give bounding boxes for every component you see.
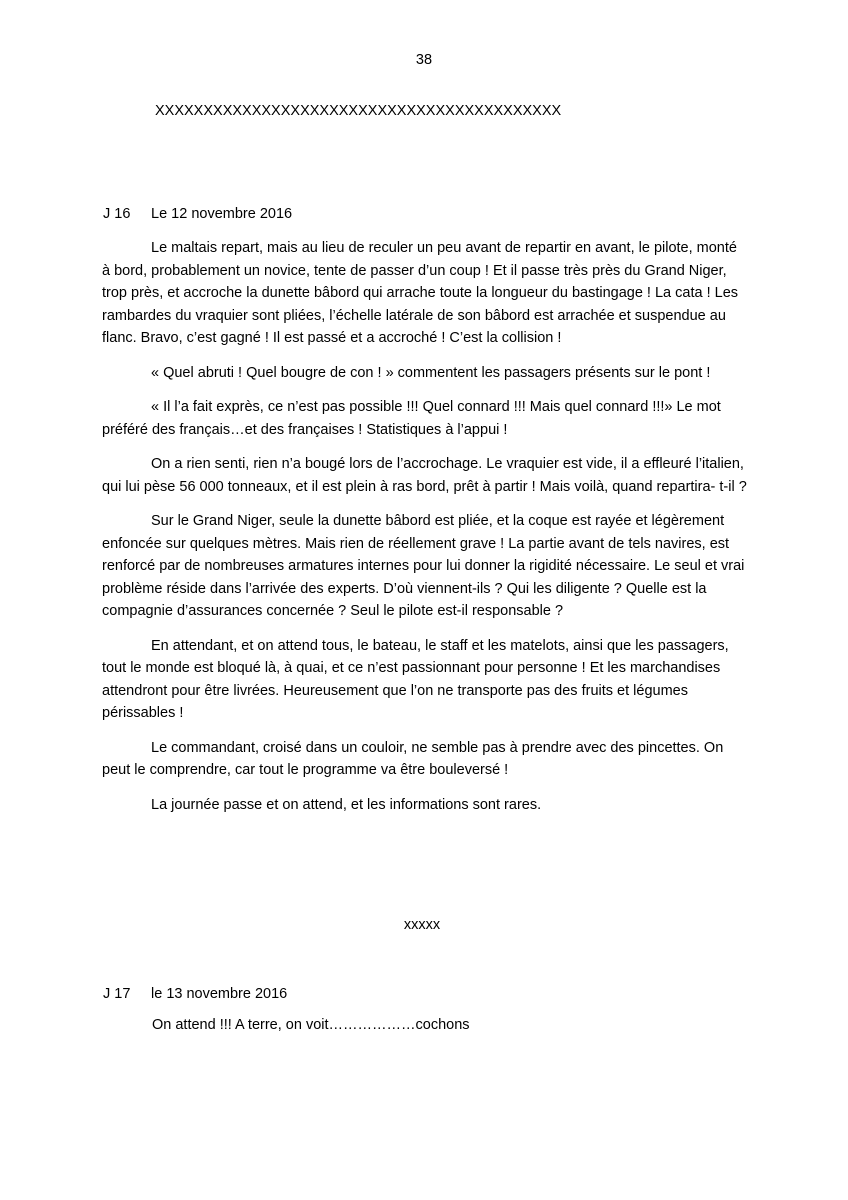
paragraph: Le commandant, croisé dans un couloir, ne semble pas à prendre avec des pincettes. On peut le comprendre, car tout le programme va être bouleversé !	[102, 739, 724, 778]
paragraph: Le maltais repart, mais au lieu de reculer un peu avant de repartir en avant, le pilote, monté à bord, probablement un novice, tente de passer d’un coup ! Et il passe très près du Grand Niger, trop près, et accroche la dunette bâbord qui arrache toute la longueur du bastingage ! La cata ! Les rambardes du vraquier sont pliées, l’échelle latérale de son bâbord est arrachée et suspendue au flanc. Bravo, c’est gagné ! Il est passé et a accroché ! C’est la collision !	[102, 240, 739, 346]
entry-line-j17: On attend !!! A terre, on voit………………cochons	[152, 1017, 470, 1033]
entry-day: J 16	[103, 206, 131, 222]
section-divider-top: XXXXXXXXXXXXXXXXXXXXXXXXXXXXXXXXXXXXXXXXXX	[155, 103, 562, 119]
paragraph: La journée passe et on attend, et les informations sont rares.	[151, 796, 542, 813]
divider-text: xxxxx	[403, 917, 441, 933]
paragraph: « Il l’a fait exprès, ce n’est pas possible !!! Quel connard !!! Mais quel connard !!!» Le mot préféré des français…et des françaises ! Statistiques à l’appui !	[102, 399, 721, 438]
paragraph: On a rien senti, rien n’a bougé lors de l’accrochage. Le vraquier est vide, il a effleuré l’italien, qui lui pèse 56 000 tonneaux, et il est plein à ras bord, prêt à partir ! Mais voilà, quand repartira- t-il ?	[102, 456, 747, 495]
paragraph: Sur le Grand Niger, seule la dunette bâbord est pliée, et la coque est rayée et légèrement enfoncée sur quelques mètres. Mais rien de réellement grave ! La partie avant de tels navires, est renforcé par de nombreuses armatures internes pour lui donner la rigidité nécessaire. Le seul et vrai problème réside dans l’arrivée des experts. D’où viennent-ils ? Qui les diligente ? Quelle est la compagnie d’assurances concernée ? Seul le pilote est-il responsable ?	[102, 513, 745, 619]
page-number: 38	[415, 52, 433, 68]
entry-heading-j17	[103, 986, 287, 1002]
paragraph: En attendant, et on attend tous, le bateau, le staff et les matelots, ainsi que les passagers, tout le monde est bloqué là, à quai, et ce n’est passionnant pour personne ! Et les marchandises attendront pour être livrées. Heureusement que l’on ne transporte pas des fruits et légumes périssables !	[102, 637, 729, 721]
entry-date: le 13 novembre 2016	[151, 986, 288, 1002]
entry-day: J 17	[103, 986, 131, 1002]
entry-date: Le 12 novembre 2016	[151, 206, 293, 222]
section-divider-mid	[0, 917, 848, 933]
paragraph: « Quel abruti ! Quel bougre de con ! » commentent les passagers présents sur le pont !	[151, 364, 711, 381]
entry-heading-j16	[103, 206, 292, 222]
entry-body-j16	[102, 237, 748, 828]
